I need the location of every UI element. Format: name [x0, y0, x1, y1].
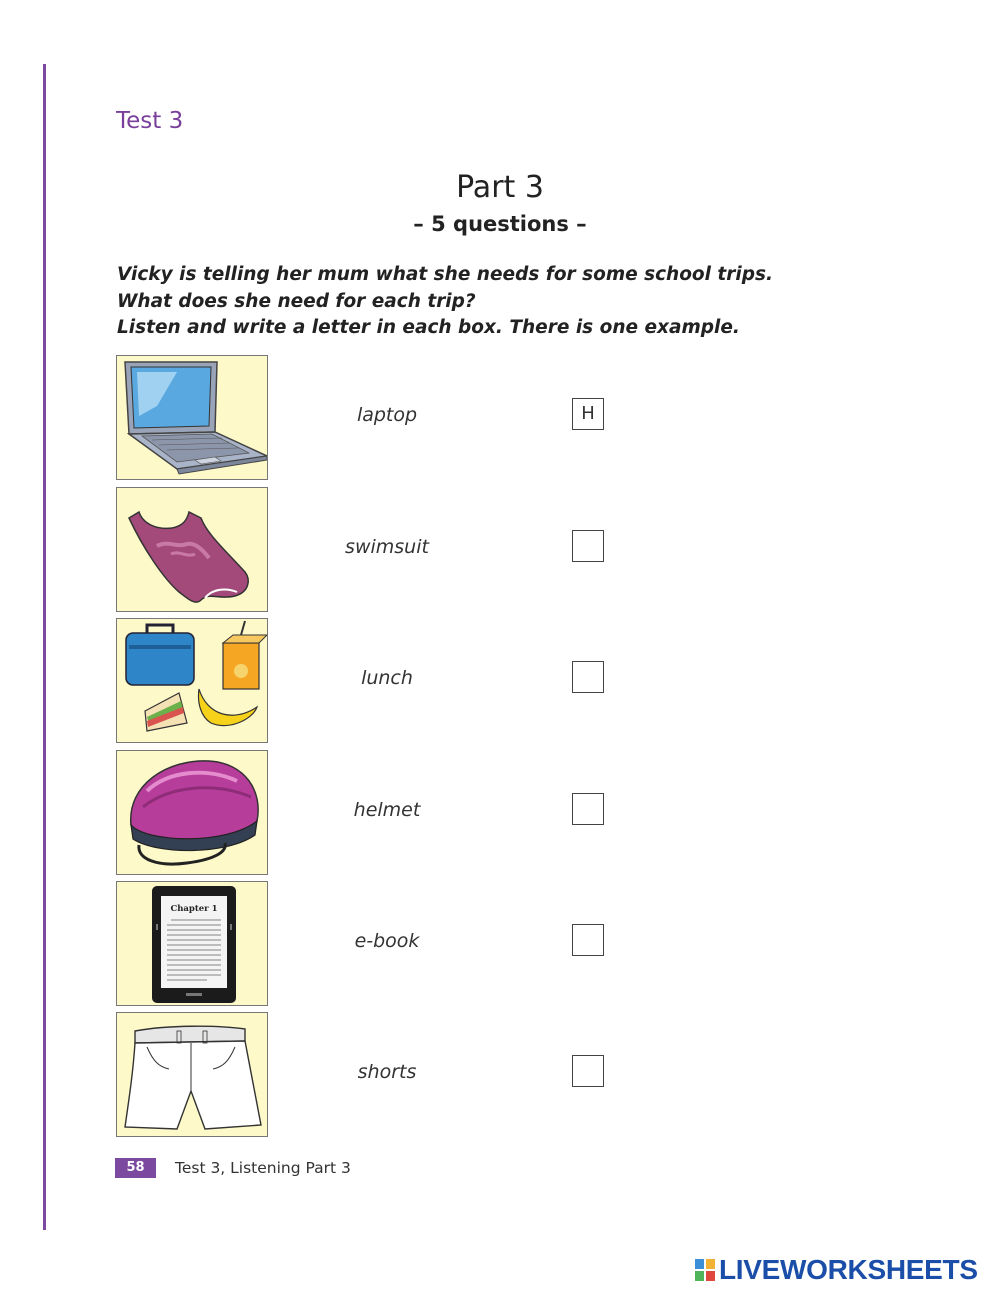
- shorts-icon: [116, 1012, 268, 1137]
- question-row-ebook: [116, 881, 616, 1007]
- answer-box[interactable]: [572, 530, 604, 562]
- ebook-screen-title: Chapter 1: [170, 904, 218, 914]
- item-word: helmet: [353, 799, 421, 821]
- answer-box[interactable]: [572, 793, 604, 825]
- brand-mark-icon: [694, 1258, 716, 1282]
- answer-box[interactable]: [572, 924, 604, 956]
- item-word: lunch: [361, 667, 413, 689]
- footer-text: Test 3, Listening Part 3: [175, 1159, 351, 1177]
- instruction-line: What does she need for each trip?: [117, 290, 476, 312]
- swimsuit-icon: [116, 487, 268, 612]
- ebook-icon: [116, 881, 268, 1006]
- laptop-icon: [116, 355, 268, 480]
- answer-box[interactable]: [572, 1055, 604, 1087]
- instructions: [117, 262, 773, 342]
- margin-rule: [43, 64, 46, 1230]
- instruction-line: Vicky is telling her mum what she needs for some school trips.: [117, 264, 774, 285]
- question-row-lunch: [116, 618, 616, 744]
- lunch-icon: [116, 618, 268, 743]
- page-number: 58: [115, 1158, 156, 1178]
- item-word: laptop: [356, 404, 418, 426]
- item-word: e-book: [354, 930, 420, 952]
- liveworksheets-logo: [694, 1256, 978, 1284]
- brand-name: LIVEWORKSHEETS: [719, 1254, 978, 1285]
- item-word: shorts: [357, 1061, 417, 1083]
- answer-box[interactable]: H: [572, 398, 604, 430]
- part-subtitle: – 5 questions –: [413, 212, 587, 236]
- item-word: swimsuit: [345, 536, 429, 558]
- instruction-line: Listen and write a letter in each box. There is one example.: [117, 317, 740, 338]
- part-title: Part 3: [456, 170, 544, 205]
- question-row-swimsuit: [116, 487, 616, 613]
- question-row-shorts: [116, 1012, 616, 1138]
- answer-box[interactable]: [572, 661, 604, 693]
- question-row-laptop: [116, 355, 616, 481]
- test-label: Test 3: [116, 108, 184, 134]
- question-row-helmet: [116, 750, 616, 876]
- helmet-icon: [116, 750, 268, 875]
